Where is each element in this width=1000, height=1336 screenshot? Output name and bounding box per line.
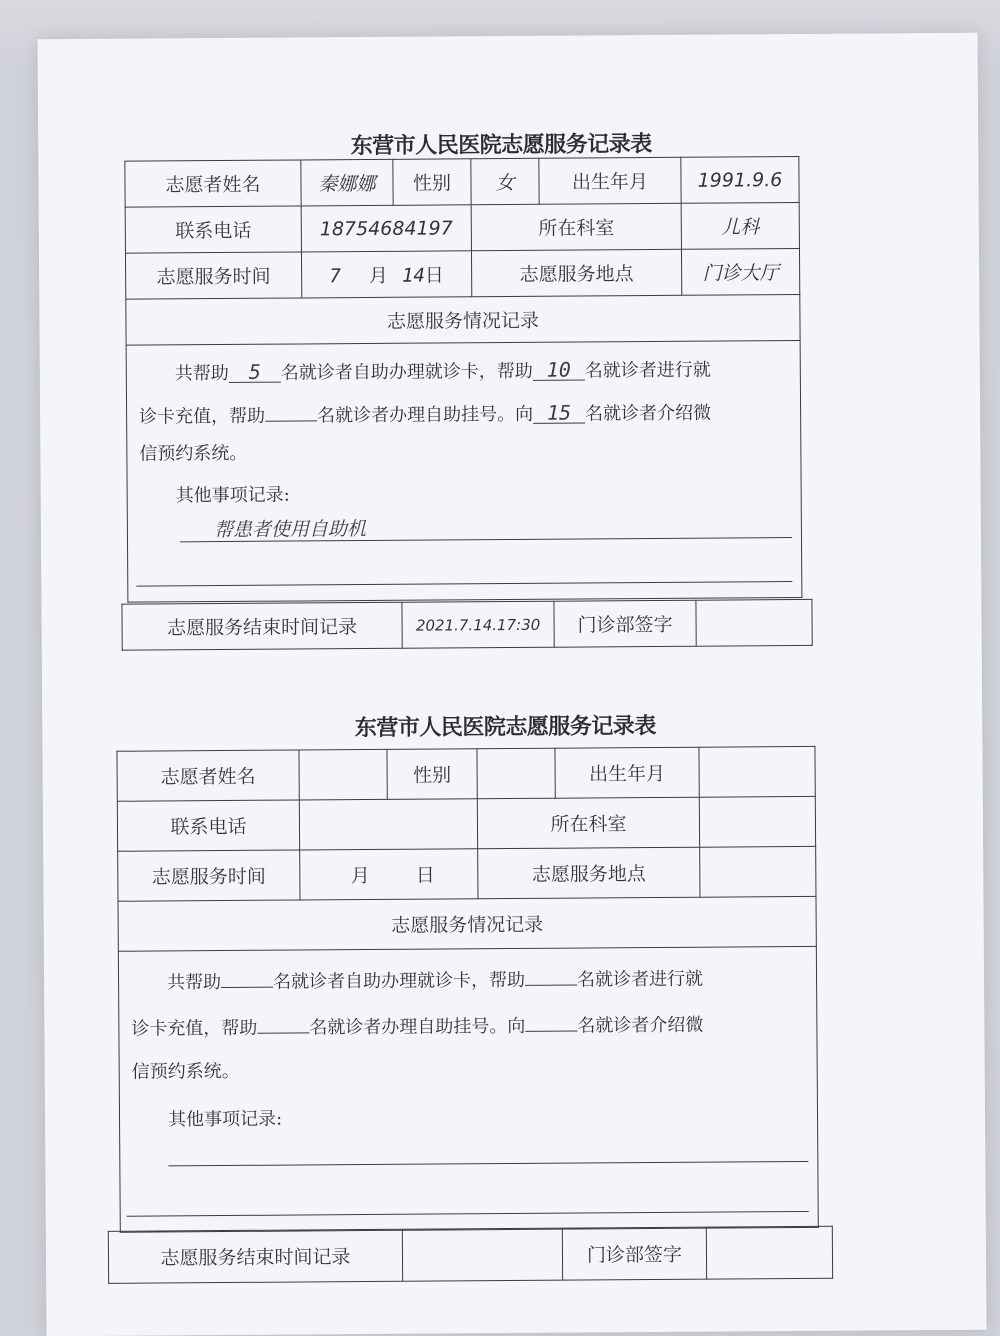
place-value[interactable]: 门诊大厅 <box>681 248 799 295</box>
phone-label-2: 联系电话 <box>117 800 299 851</box>
end-time-label-2: 志愿服务结束时间记录 <box>108 1229 402 1283</box>
record-line-2: 诊卡充值，帮助 名就诊者办理自助挂号。向 15 名就诊者介绍微 <box>139 396 711 429</box>
record-form-blank <box>37 33 986 1336</box>
record-line-3: 信预约系统。 <box>139 442 248 465</box>
day-value: 14 <box>401 264 425 287</box>
record-line-3-2: 信预约系统。 <box>131 1060 240 1083</box>
name-label: 志愿者姓名 <box>125 160 301 207</box>
end-time-value-2[interactable] <box>402 1228 562 1281</box>
phone-label: 联系电话 <box>125 206 301 253</box>
dept-value[interactable]: 儿科 <box>681 202 799 249</box>
place-value-2[interactable] <box>700 846 816 897</box>
form-table-2 <box>116 746 818 1233</box>
record-line-1: 共帮助 5 名就诊者自助办理就诊卡，帮助 10 名就诊者进行就 <box>174 357 711 385</box>
other-label-2: 其他事项记录: <box>167 1108 283 1131</box>
other-line-1-2[interactable] <box>168 1161 808 1166</box>
form-title-2: 东营市人民医院志愿服务记录表 <box>354 712 656 742</box>
birth-label: 出生年月 <box>539 157 681 204</box>
service-time-label-2: 志愿服务时间 <box>118 850 300 901</box>
name-value[interactable]: 秦娜娜 <box>301 159 393 206</box>
dept-value-2[interactable] <box>699 796 815 847</box>
month-value: 7 <box>329 265 341 288</box>
dept-label: 所在科室 <box>471 203 681 250</box>
other-value[interactable]: 帮患者使用自助机 <box>213 518 367 542</box>
wechat-count[interactable]: 15 <box>533 400 585 423</box>
month-label-2: 月 <box>350 864 370 888</box>
sign-label: 门诊部签字 <box>554 600 696 647</box>
paper-sheet <box>37 33 986 1336</box>
record-section-title: 志愿服务情况记录 <box>126 294 800 345</box>
form-title: 东营市人民医院志愿服务记录表 <box>350 131 652 160</box>
name-label-2: 志愿者姓名 <box>117 750 299 801</box>
card-count[interactable]: 5 <box>229 360 281 383</box>
card-count-2[interactable] <box>221 965 273 988</box>
other-label: 其他事项记录: <box>175 484 290 507</box>
record-line-2-2: 诊卡充值，帮助 名就诊者办理自助挂号。向 名就诊者介绍微 <box>131 1008 703 1041</box>
sign-label-2: 门诊部签字 <box>562 1227 706 1280</box>
birth-label-2: 出生年月 <box>555 747 699 798</box>
record-body-2 <box>118 946 818 1232</box>
record-section-title-2: 志愿服务情况记录 <box>118 896 816 951</box>
month-label: 月 <box>368 264 389 287</box>
register-count-2[interactable] <box>257 1010 309 1033</box>
phone-value-2[interactable] <box>299 799 477 850</box>
gender-label-2: 性别 <box>387 749 477 800</box>
birth-value-2[interactable] <box>699 746 815 797</box>
other-line-2-2[interactable] <box>127 1211 809 1217</box>
birth-value[interactable]: 1991.9.6 <box>681 156 799 203</box>
service-time-label: 志愿服务时间 <box>125 252 301 299</box>
charge-count[interactable]: 10 <box>533 357 585 380</box>
charge-count-2[interactable] <box>525 963 577 986</box>
name-value-2[interactable] <box>299 749 387 800</box>
end-time-value[interactable]: 2021.7.14.17:30 <box>402 601 554 648</box>
day-label: 日 <box>424 264 444 287</box>
phone-value[interactable]: 18754684197 <box>301 205 471 252</box>
place-label: 志愿服务地点 <box>471 249 681 296</box>
place-label-2: 志愿服务地点 <box>478 847 700 899</box>
service-date-2[interactable] <box>300 849 478 900</box>
gender-value[interactable]: 女 <box>471 158 539 204</box>
end-time-label: 志愿服务结束时间记录 <box>122 602 402 650</box>
gender-value-2[interactable] <box>477 748 555 799</box>
end-row-table-2 <box>108 1226 833 1284</box>
record-line-1-2: 共帮助 名就诊者自助办理就诊卡，帮助 名就诊者进行就 <box>167 962 703 995</box>
day-label-2: 日 <box>415 864 435 887</box>
wechat-count-2[interactable] <box>525 1009 577 1032</box>
sign-value-2[interactable] <box>706 1226 832 1279</box>
dept-label-2: 所在科室 <box>477 797 699 849</box>
gender-label: 性别 <box>393 159 471 206</box>
